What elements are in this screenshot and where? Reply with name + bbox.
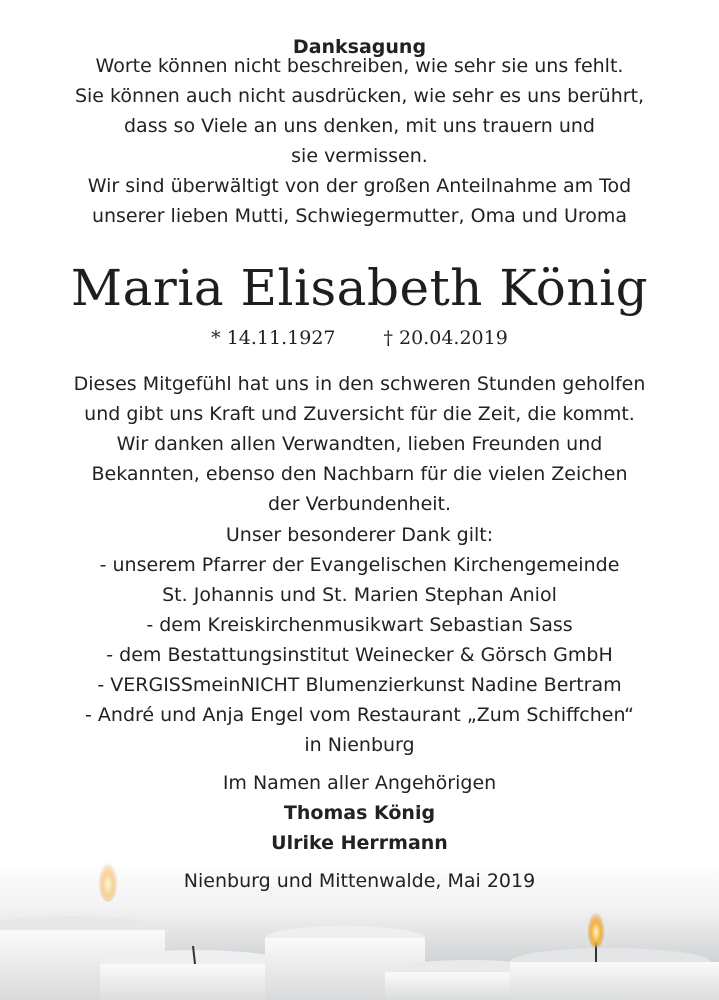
thanks-line: - dem Bestattungsinstitut Weinecker & Görsch GmbH [106,644,613,666]
thanks-line: - unserem Pfarrer der Evangelischen Kirchengemeinde [99,554,620,576]
signatory: Thomas König [283,802,436,824]
special-thanks-list [0,520,719,760]
heading: Danksagung [292,36,427,58]
candle-center-left [100,946,290,1000]
intro-line: Worte können nicht beschreiben, wie sehr sie uns fehlt. [95,55,624,77]
thanks-line: - André und Anja Engel vom Restaurant „Zum Schiffchen“ [85,704,634,726]
intro-line: sie vermissen. [291,145,428,167]
intro-line: dass so Viele an uns denken, mit uns trauern und [124,115,595,137]
deceased-name: Maria Elisabeth König [70,259,649,317]
intro-line: unserer lieben Mutti, Schwiegermutter, Oma und Uroma [91,205,628,227]
thanks-line: - VERGISSmeinNICHT Blumenzierkunst Nadine Bertram [97,674,622,696]
body-line: und gibt uns Kraft und Zuversicht für die Zeit, die kommt. [84,403,635,425]
thanks-line: Unser besonderer Dank gilt: [225,524,494,546]
body-line: Dieses Mitgefühl hat uns in den schweren Stunden geholfen [73,373,646,395]
body-line: der Verbundenheit. [267,493,452,515]
closing-block [0,768,719,858]
signatory: Ulrike Herrmann [271,832,448,854]
intro-line: Wir sind überwältigt von der großen Anteilnahme am Tod [87,175,632,197]
thanks-line: St. Johannis und St. Marien Stephan Aniol [162,584,557,606]
death-date: † 20.04.2019 [383,327,508,349]
life-dates [0,327,719,349]
intro-paragraph [0,51,719,231]
flame-icon [587,908,605,948]
body-line: Bekannten, ebenso den Nachbarn für die vielen Zeichen [91,463,628,485]
thanks-line: in Nienburg [304,734,415,756]
closing-line: Im Namen aller Angehörigen [222,772,497,794]
gratitude-paragraph [0,369,719,519]
intro-line: Sie können auch nicht ausdrücken, wie sehr es uns berührt, [74,85,645,107]
place-and-date: Nienburg und Mittenwalde, Mai 2019 [183,870,536,892]
body-line: Wir danken allen Verwandten, lieben Freunden und [116,433,603,455]
thanks-line: - dem Kreiskirchenmusikwart Sebastian Sass [146,614,573,636]
birth-date: * 14.11.1927 [211,327,336,349]
